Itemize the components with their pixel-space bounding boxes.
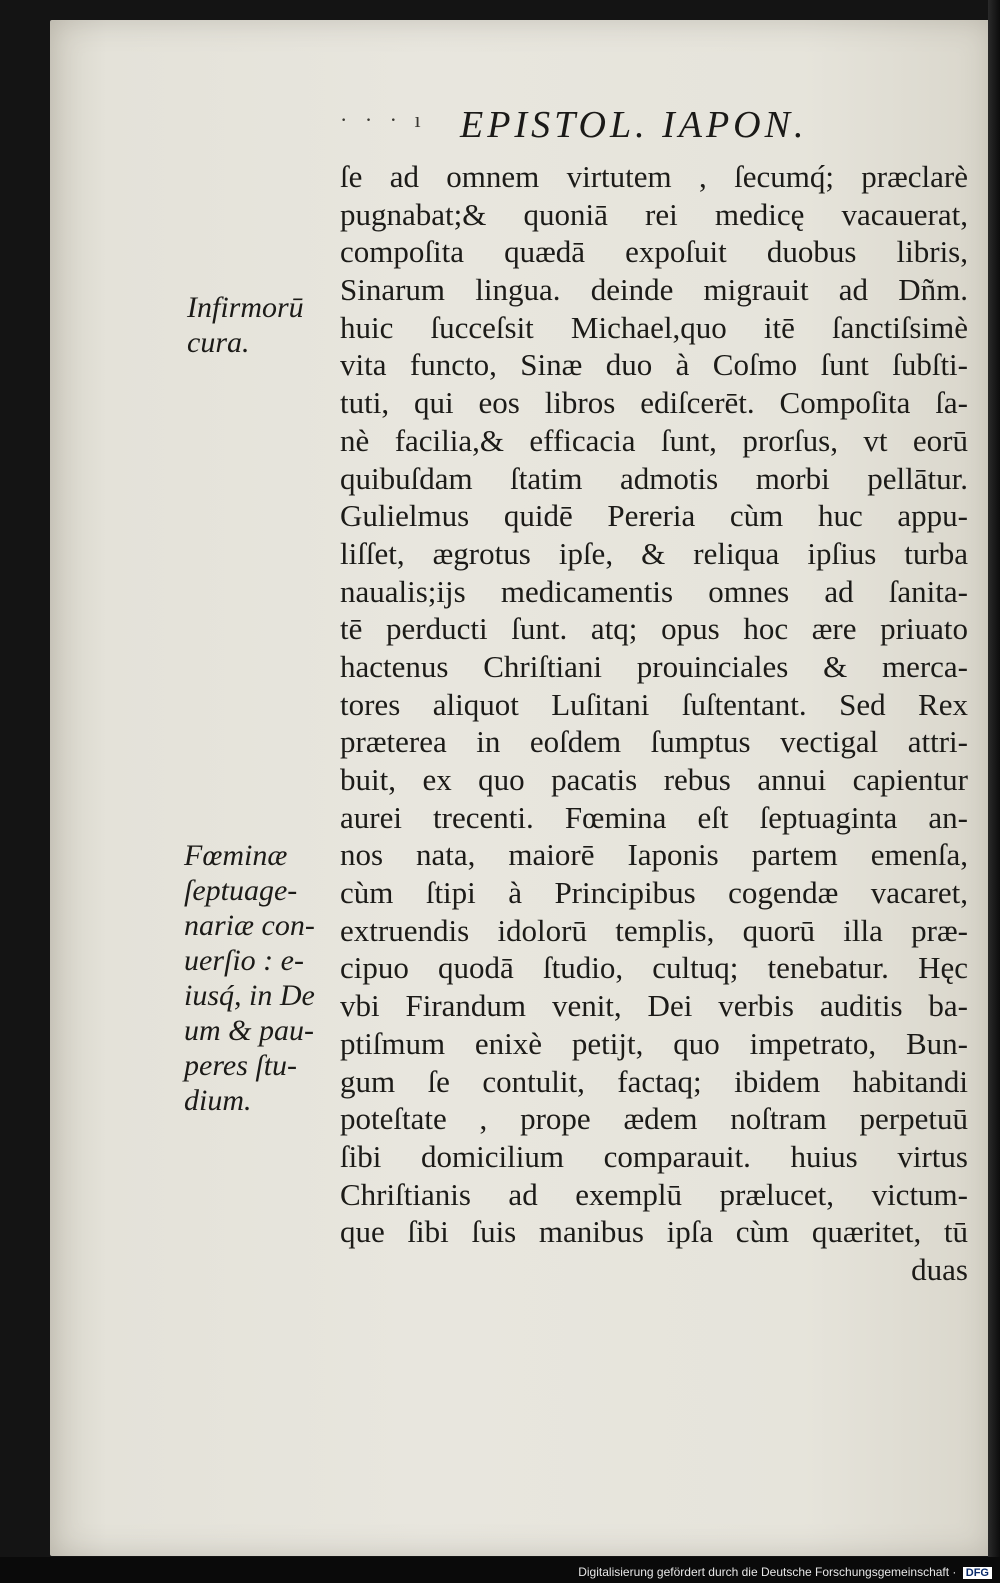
marginal-note-line: uerſio : e- — [184, 944, 304, 977]
page-number: · · · ı — [340, 107, 427, 132]
text-line: Gulielmus quidē Pereria cùm huc appu- — [340, 498, 968, 534]
text-line: liſſet, ægrotus ipſe, & reliqua ipſius turba — [340, 535, 968, 571]
marginal-note-woman-conversion — [184, 838, 315, 1118]
catchword: duas — [911, 1251, 968, 1287]
footer-bar — [0, 1557, 1000, 1583]
text-line: præterea in eoſdem ſumptus vectigal attri- — [340, 724, 968, 760]
marginal-note-line: dium. — [184, 1084, 252, 1117]
dfg-logo: DFG — [963, 1567, 992, 1579]
text-line: ſe ad omnem virtutem , ſecumq́; præclarè — [340, 159, 968, 194]
text-line: ſibi domicilium comparauit. huius virtus — [340, 1138, 968, 1174]
marginal-note-line: cura. — [187, 326, 250, 359]
text-line: cipuo quodā ſtudio, cultuq; tenebatur. Hęc — [340, 950, 968, 986]
credit-text: Digitalisierung gefördert durch die Deutsche Forschungsgemeinschaft · — [578, 1565, 957, 1579]
text-line: que ſibi ſuis manibus ipſa cùm quæritet, tū — [340, 1214, 968, 1250]
text-line: cùm ſtipi à Principibus cogendæ vacaret, — [340, 875, 968, 911]
text-line: extruendis idolorū templis, quorū illa præ- — [340, 912, 968, 948]
marginal-note-line: Infirmorū — [187, 291, 304, 324]
text-line: Chriſtianis ad exemplū prælucet, victum- — [340, 1176, 968, 1212]
text-line: nos nata, maiorē Iaponis partem emenſa, — [340, 837, 968, 873]
marginal-note-line: nariæ con- — [184, 909, 315, 942]
body-text — [340, 158, 968, 1289]
text-line: buit, ex quo pacatis rebus annui capientur — [340, 762, 968, 797]
page-edge-shadow — [988, 0, 1000, 1583]
text-line: tores aliquot Luſitani ſuſtentant. Sed Rex — [340, 686, 968, 722]
text-line: hactenus Chriſtiani prouinciales & merca- — [340, 648, 968, 684]
text-line: naualis;ijs medicamentis omnes ad ſanita- — [340, 573, 968, 609]
text-line: vbi Firandum venit, Dei verbis auditis ba- — [340, 988, 968, 1024]
text-line: huic ſucceſsit Michael,quo itē ſanctiſsimè — [340, 309, 968, 345]
digitization-credit — [578, 1565, 992, 1579]
text-line: aurei trecenti. Fœmina eſt ſeptuaginta an- — [340, 799, 968, 835]
text-line: ptiſmum enixè petijt, quo impetrato, Bun- — [340, 1025, 968, 1061]
text-line: gum ſe contulit, factaq; ibidem habitandi — [340, 1063, 968, 1099]
text-line: pugnabat;& quoniā rei medicę vacauerat, — [340, 196, 968, 232]
text-line: nè facilia,& efficacia ſunt, prorſus, vt eorū — [340, 422, 968, 458]
marginal-note-line: um & pau- — [184, 1014, 314, 1047]
text-line: quibuſdam ſtatim admotis morbi pellātur. — [340, 460, 968, 496]
marginal-note-line: iusq́, in De — [184, 979, 315, 1012]
text-line: poteſtate , prope ædem noſtram perpetuū — [340, 1101, 968, 1137]
text-line: vita functo, Sinæ duo à Coſmo ſunt ſubſti- — [340, 347, 968, 383]
text-line: tē perducti ſunt. atq; opus hoc ære priuato — [340, 611, 968, 647]
marginal-note-line: peres ſtu- — [184, 1049, 298, 1082]
page-header — [340, 103, 980, 153]
running-head: EPISTOL. IAPON. — [460, 104, 808, 146]
text-line: tuti, qui eos libros ediſcerēt. Compoſita ſa- — [340, 385, 968, 421]
marginal-note-sick-care — [187, 290, 304, 360]
marginal-note-line: Fœminæ — [184, 839, 288, 872]
text-line: compoſita quædā expoſuit duobus libris, — [340, 234, 968, 270]
text-line: Sinarum lingua. deinde migrauit ad Dñm. — [340, 272, 968, 308]
marginal-note-line: ſeptuage- — [184, 874, 298, 907]
